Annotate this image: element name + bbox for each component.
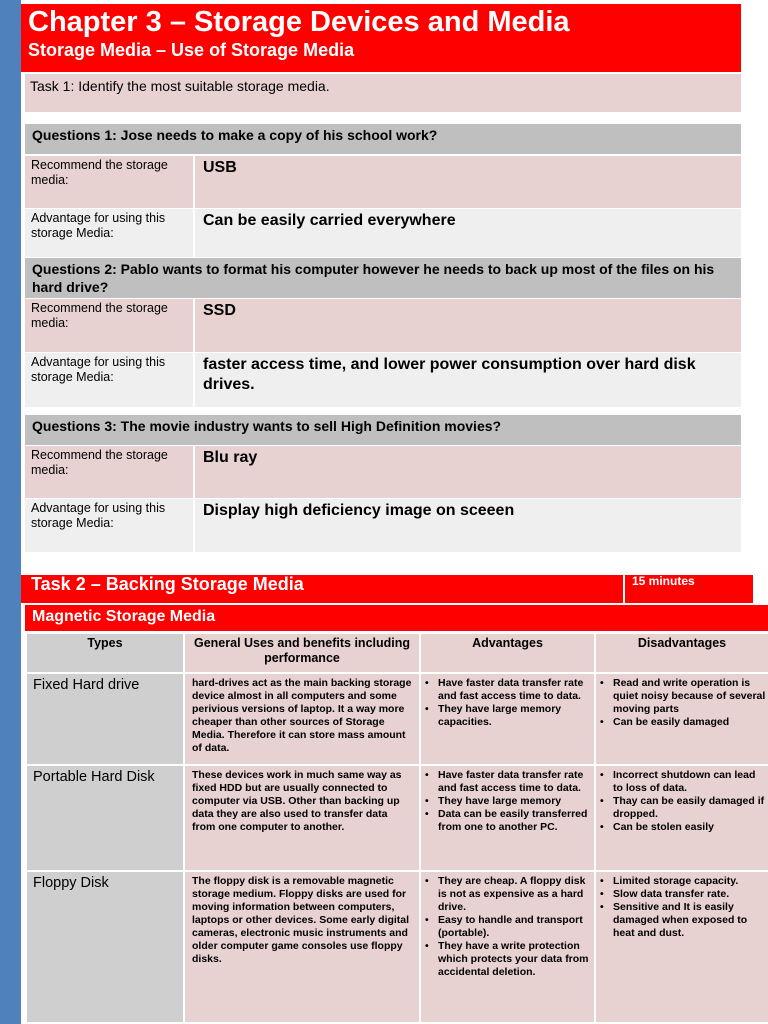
list-item: • Have faster data transfer rate and fast access time to data. <box>425 769 592 795</box>
question-1-advantage-row <box>25 209 741 257</box>
list-item: • They have large memory <box>425 795 592 808</box>
table-row <box>26 765 768 871</box>
list-item: • Have faster data transfer rate and fast access time to data. <box>425 677 592 703</box>
advantages-cell <box>420 765 595 871</box>
recommend-answer: USB <box>203 159 237 176</box>
question-3-heading: Questions 3: The movie industry wants to sell High Definition movies? <box>25 415 741 445</box>
magnetic-storage-heading: Magnetic Storage Media <box>25 605 768 631</box>
list-item: • Limited storage capacity. <box>600 875 766 888</box>
question-3-recommend-row <box>25 446 741 498</box>
recommend-label: Recommend the storage media: <box>25 299 195 352</box>
question-3-advantage-row <box>25 499 741 552</box>
advantage-label: Advantage for using this storage Media: <box>25 209 195 257</box>
advantages-cell <box>420 871 595 1023</box>
list-item: • Can be easily damaged <box>600 716 766 729</box>
question-2-advantage-row <box>25 353 741 407</box>
uses-cell: hard-drives act as the main backing storage device almost in all computers and some perivious versions of laptop. It a way more cheaper than other sources of Storage Media. Therefore it can store mass amount of data. <box>184 673 420 765</box>
page-subtitle: Storage Media – Use of Storage Media <box>28 40 355 60</box>
type-cell: Portable Hard Disk <box>26 765 184 871</box>
disadvantages-list <box>596 674 768 729</box>
advantages-cell <box>420 673 595 765</box>
column-header-disadvantages: Disadvantages <box>595 633 768 673</box>
advantages-list <box>421 674 594 729</box>
chapter-header <box>21 4 741 72</box>
disadvantages-list <box>596 872 768 940</box>
task2-time-box <box>625 575 753 603</box>
page-title: Chapter 3 – Storage Devices and Media <box>28 6 570 38</box>
task1-instruction: Task 1: Identify the most suitable storage media. <box>25 74 741 112</box>
list-item: • Can be stolen easily <box>600 821 766 834</box>
advantages-list <box>421 766 594 834</box>
recommend-answer: Blu ray <box>203 449 258 466</box>
question-2-recommend-row <box>25 299 741 352</box>
list-item: • They have large memory capacities. <box>425 703 592 729</box>
question-2-heading: Questions 2: Pablo wants to format his computer however he needs to back up most of the files on his hard drive? <box>25 258 741 298</box>
advantage-label: Advantage for using this storage Media: <box>25 499 195 552</box>
task2-title: Task 2 – Backing Storage Media <box>31 574 304 594</box>
table-row <box>26 673 768 765</box>
advantages-list <box>421 872 594 979</box>
list-item: • Thay can be easily damaged if dropped. <box>600 795 766 821</box>
task2-time: 15 minutes <box>632 574 695 588</box>
column-header-advantages: Advantages <box>420 633 595 673</box>
column-header-uses: General Uses and benefits including performance <box>184 633 420 673</box>
list-item: • Incorrect shutdown can lead to loss of data. <box>600 769 766 795</box>
recommend-label: Recommend the storage media: <box>25 156 195 208</box>
type-cell: Fixed Hard drive <box>26 673 184 765</box>
type-cell: Floppy Disk <box>26 871 184 1023</box>
disadvantages-list <box>596 766 768 834</box>
advantage-answer: faster access time, and lower power consumption over hard disk drives. <box>203 356 696 393</box>
list-item: • They have a write protection which protects your data from accidental deletion. <box>425 940 592 979</box>
uses-cell: The floppy disk is a removable magnetic storage medium. Floppy disks are used for moving information between computers, laptops or other devices. Some early digital cameras, electronic music instruments and older computer game consoles use floppy disks. <box>184 871 420 1023</box>
list-item: • Easy to handle and transport (portable). <box>425 914 592 940</box>
task2-heading <box>21 575 623 603</box>
recommend-label: Recommend the storage media: <box>25 446 195 498</box>
disadvantages-cell <box>595 765 768 871</box>
column-header-types: Types <box>26 633 184 673</box>
disadvantages-cell <box>595 871 768 1023</box>
magnetic-storage-table <box>25 632 768 1024</box>
disadvantages-cell <box>595 673 768 765</box>
list-item: • Data can be easily transferred from one to another PC. <box>425 808 592 834</box>
question-1-recommend-row <box>25 156 741 208</box>
question-1-heading: Questions 1: Jose needs to make a copy of his school work? <box>25 124 741 154</box>
advantage-label: Advantage for using this storage Media: <box>25 353 195 407</box>
list-item: • Slow data transfer rate. <box>600 888 766 901</box>
recommend-answer: SSD <box>203 302 236 319</box>
advantage-answer: Can be easily carried everywhere <box>203 212 456 229</box>
advantage-answer: Display high deficiency image on sceeen <box>203 502 515 519</box>
list-item: • Read and write operation is quiet noisy because of several moving parts <box>600 677 766 716</box>
uses-cell: These devices work in much same way as fixed HDD but are usually connected to computer via USB. Other than backing up data they are also used to transfer data from one computer to another. <box>184 765 420 871</box>
table-row <box>26 871 768 1023</box>
side-accent-bar <box>0 0 21 1024</box>
table-header-row <box>26 633 768 673</box>
list-item: • They are cheap. A floppy disk is not as expensive as a hard drive. <box>425 875 592 914</box>
list-item: • Sensitive and It is easily damaged when exposed to heat and dust. <box>600 901 766 940</box>
